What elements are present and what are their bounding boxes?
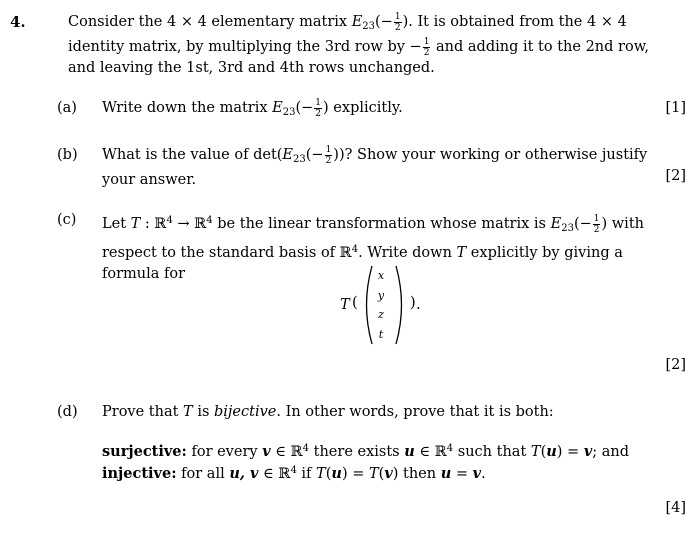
intro-line-3: and leaving the 1st, 3rd and 4th rows unchanged. [68,60,435,77]
part-d-text: Prove that T is bijective. In other words, prove that it is both: [102,404,554,420]
intro-line-2 [68,37,658,58]
intro-line-1 [68,12,658,37]
part-b-marks: [2] [665,168,686,184]
fraction-half: $\frac{1}{2}$ [593,214,600,236]
vector-entry: z [378,308,384,321]
fraction-half: $\frac{1}{2}$ [315,98,322,120]
vector-entry: t [378,327,384,341]
outer-open-paren: ( [352,295,358,311]
surjective-label: surjective: [102,443,187,460]
part-c-marks: [2] [665,357,686,373]
part-b-text: What is the value of $\det(E_{23}(-$ $\frac{1}{2}$ ))? Show your working or otherwise justify your answer. [102,145,648,188]
vector-entry: y [377,288,385,302]
surjective-definition: surjective: for every v ∈ ℝ$^4$ there exists u ∈ ℝ$^4$ such that T(u) = v; and [102,443,630,460]
vector-period: . [416,297,421,313]
vector-entries [374,266,388,344]
fraction-half: $\frac{1}{2}$ [423,37,430,59]
vector-entry: x [377,269,385,282]
intro-text: and adding it to the 2nd row, [431,39,649,55]
injective-definition: injective: for all u, v ∈ ℝ$^4$ if T(u) = T(v) then u = v. [102,465,486,482]
right-matrix-paren [392,264,410,346]
part-b-label: (b) [57,147,78,163]
part-c-text: Let T : ℝ$^4$ → ℝ$^4$ be the linear transformation whose matrix is $E_{23}(-$ $\frac{1}{2}$ ) with respect to the standard basis of ℝ$^4$. Write down T explicitly by giving a formula for [102,214,644,282]
question-number: 4. [10,13,26,31]
intro-text: identity matrix, by multiplying the 3rd row by − [68,39,422,55]
fraction-half: $\frac{1}{2}$ [394,12,401,34]
question-intro [68,12,658,79]
intro-text: Consider the 4 × 4 elementary matrix [68,14,352,30]
vector-T: T [340,297,350,313]
fraction-half: $\frac{1}{2}$ [325,145,332,167]
part-a-text: Write down the matrix $E_{23}(-$ $\frac{1}{2}$ ) explicitly. [102,98,403,120]
injective-label: injective: [102,465,177,482]
part-a-label: (a) [57,100,77,116]
part-a-marks: [1] [665,100,686,116]
outer-close-paren: ) [410,295,416,311]
part-c-label: (c) [57,212,77,228]
matrix-expression: $E_{23}(-$ $\frac{1}{2}$ ) [351,12,409,34]
part-d-label: (d) [57,404,78,420]
part-d-marks: [4] [665,500,686,516]
intro-text: . It is obtained from the 4 × 4 [408,14,627,30]
